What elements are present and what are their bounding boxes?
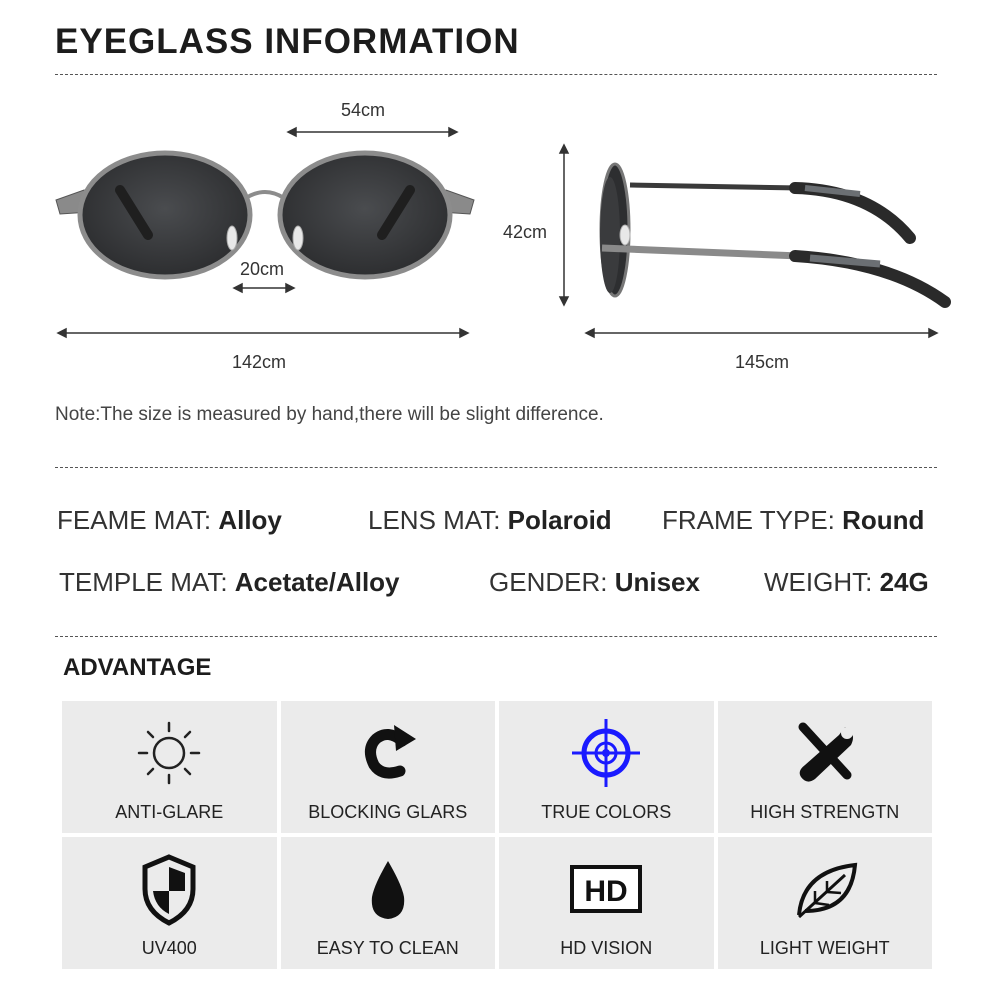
glasses-side-view [590,160,960,320]
divider [55,467,937,468]
advantage-grid [62,701,932,969]
advantage-label: TRUE COLORS [541,802,672,822]
hd-badge-icon [566,851,646,931]
advantage-item [499,837,714,969]
spec-gender: GENDER: Unisex [489,567,700,597]
page-title: EYEGLASS INFORMATION [55,22,520,61]
advantage-item [718,701,933,833]
advantage-label: BLOCKING GLARS [308,802,468,822]
shield-icon [129,851,209,931]
spec-lens-material: LENS MAT: Polaroid [368,505,612,535]
advantage-item [281,837,496,969]
advantage-title: ADVANTAGE [63,654,212,681]
frame-width-label: 142cm [232,352,287,372]
advantage-item [281,701,496,833]
advantage-label: EASY TO CLEAN [316,938,459,958]
bridge-width-label: 20cm [240,259,285,279]
advantage-label: HIGH STRENGTN [750,802,900,822]
temple-length-label: 145cm [735,352,790,372]
advantage-label: UV400 [141,938,197,958]
crosshair-target-icon [566,715,646,795]
water-drop-icon [348,851,428,931]
advantage-item [62,837,277,969]
advantage-label: ANTI-GLARE [115,802,224,822]
divider [55,636,937,637]
spec-frame-type: FRAME TYPE: Round [662,505,925,535]
spec-frame-material: FEAME MAT: Alloy [57,505,282,535]
spec-weight: WEIGHT: 24G [764,567,929,597]
leaf-icon [785,851,865,931]
advantage-label: HD VISION [560,938,653,958]
size-note: Note:The size is measured by hand,there will be slight difference. [55,404,604,425]
advantage-item [499,701,714,833]
advantage-item [718,837,933,969]
svg-text:HD: HD [584,875,628,908]
spec-temple-material: TEMPLE MAT: Acetate/Alloy [59,567,400,597]
lens-width-label: 54cm [341,100,386,120]
redirect-arrow-icon [348,715,428,795]
tools-icon [785,715,865,795]
advantage-label: LIGHT WEIGHT [759,938,890,958]
sun-icon [129,715,209,795]
advantage-item [62,701,277,833]
lens-height-label: 42cm [503,222,548,242]
